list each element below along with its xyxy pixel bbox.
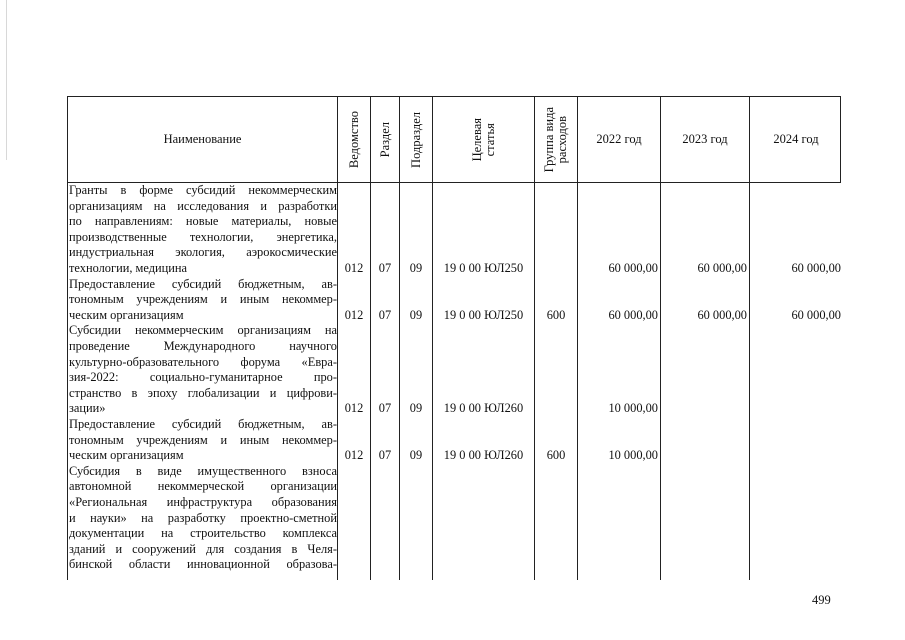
cell-2022: 60 000,00 [608,261,658,275]
row-name-line: ческим организациям [69,448,184,463]
row-name-line: зации» [69,401,106,416]
cell-ministry: 012 [344,307,364,322]
cell-section: 07 [378,401,392,416]
cell-subsection: 09 [409,307,423,322]
cell-2024: 60 000,00 [791,307,841,322]
cell-2023: 60 000,00 [697,307,747,322]
row-name-line: организациям на исследования и разработки [69,198,337,213]
header-2023: 2023 год [682,132,728,146]
header-ministry: Ведомство [346,110,361,169]
cell-subsection: 09 [409,448,423,463]
row-name-line: Субсидии некоммерческим организациям на [69,323,337,338]
cell-subsection: 09 [409,401,423,416]
cell-2022: 60 000,00 [608,307,658,322]
header-2022: 2022 год [596,132,642,146]
row-name-line: «Региональная инфраструктура образования [69,494,337,509]
row-name [69,323,337,417]
row-name-line: и науки» на разработку проектно-сметной [69,510,337,525]
row-name-line: Гранты в форме субсидий некоммерческим [69,183,337,197]
row-name-line: культурно-образовательного форума «Евра- [69,354,337,369]
row-name-line: бинской области инновационной образова- [69,557,337,572]
row-name-line: Субсидия в виде имущественного взноса [69,463,337,478]
page-number: 499 [812,593,831,607]
row-name-line: зданий и сооружений для создания в Челя- [69,541,337,556]
row-name-line: тономным учреждениям и иным некоммер- [69,292,337,307]
cell-2022: 10 000,00 [608,401,658,416]
cell-ministry: 012 [344,261,364,275]
cell-section: 07 [378,307,392,322]
cell-subsection: 09 [409,261,423,275]
cell-target-article: 19 0 00 ЮЛ250 [443,307,524,322]
budget-table [67,96,841,580]
cell-target-article: 19 0 00 ЮЛ260 [443,448,524,463]
row-name-line: ческим организациям [69,307,184,322]
row-name-line: тономным учреждениям и иным некоммер- [69,432,337,447]
header-section: Раздел [377,121,392,158]
row-name-line: документации на строительство комплекса [69,526,337,541]
header-expense-group: Группа вида расходов [542,106,569,173]
cell-target-article: 19 0 00 ЮЛ250 [443,261,524,275]
row-name-line: технологии, медицина [69,260,188,275]
row-name-line: Предоставление субсидий бюджетным, ав- [69,276,337,291]
cell-2023: 60 000,00 [697,261,747,275]
cell-ministry: 012 [344,401,364,416]
row-name [69,183,337,277]
cell-section: 07 [378,261,392,275]
cell-2024: 60 000,00 [791,261,841,275]
cell-2022: 10 000,00 [608,448,658,463]
row-name [69,277,337,324]
header-subsection: Подраздел [408,111,423,168]
row-name [69,464,337,573]
header-target-article: Целевая статья [469,117,497,162]
row-name-line: автономной некоммерческой организации [69,479,337,494]
row-name-line: странство в эпоху глобализации и цифрови- [69,385,337,400]
row-name-line: зия-2022: социально-гуманитарное про- [69,370,337,385]
row-name [69,417,337,464]
cell-expense-group: 600 [546,448,566,463]
row-name-line: индустриальная экология, аэрокосмические [69,245,337,260]
cell-target-article: 19 0 00 ЮЛ260 [443,401,524,416]
cell-section: 07 [378,448,392,463]
row-name-line: проведение Международного научного [69,338,337,353]
cell-expense-group: 600 [546,307,566,322]
cell-ministry: 012 [344,448,364,463]
row-name-line: Предоставление субсидий бюджетным, ав- [69,417,337,431]
scan-margin-line [6,0,7,160]
row-name-line: производственные технологии, энергетика, [69,229,337,244]
header-2024: 2024 год [773,132,819,146]
header-name: Наименование [163,132,242,146]
row-name-line: по направлениям: новые материалы, новые [69,214,337,229]
